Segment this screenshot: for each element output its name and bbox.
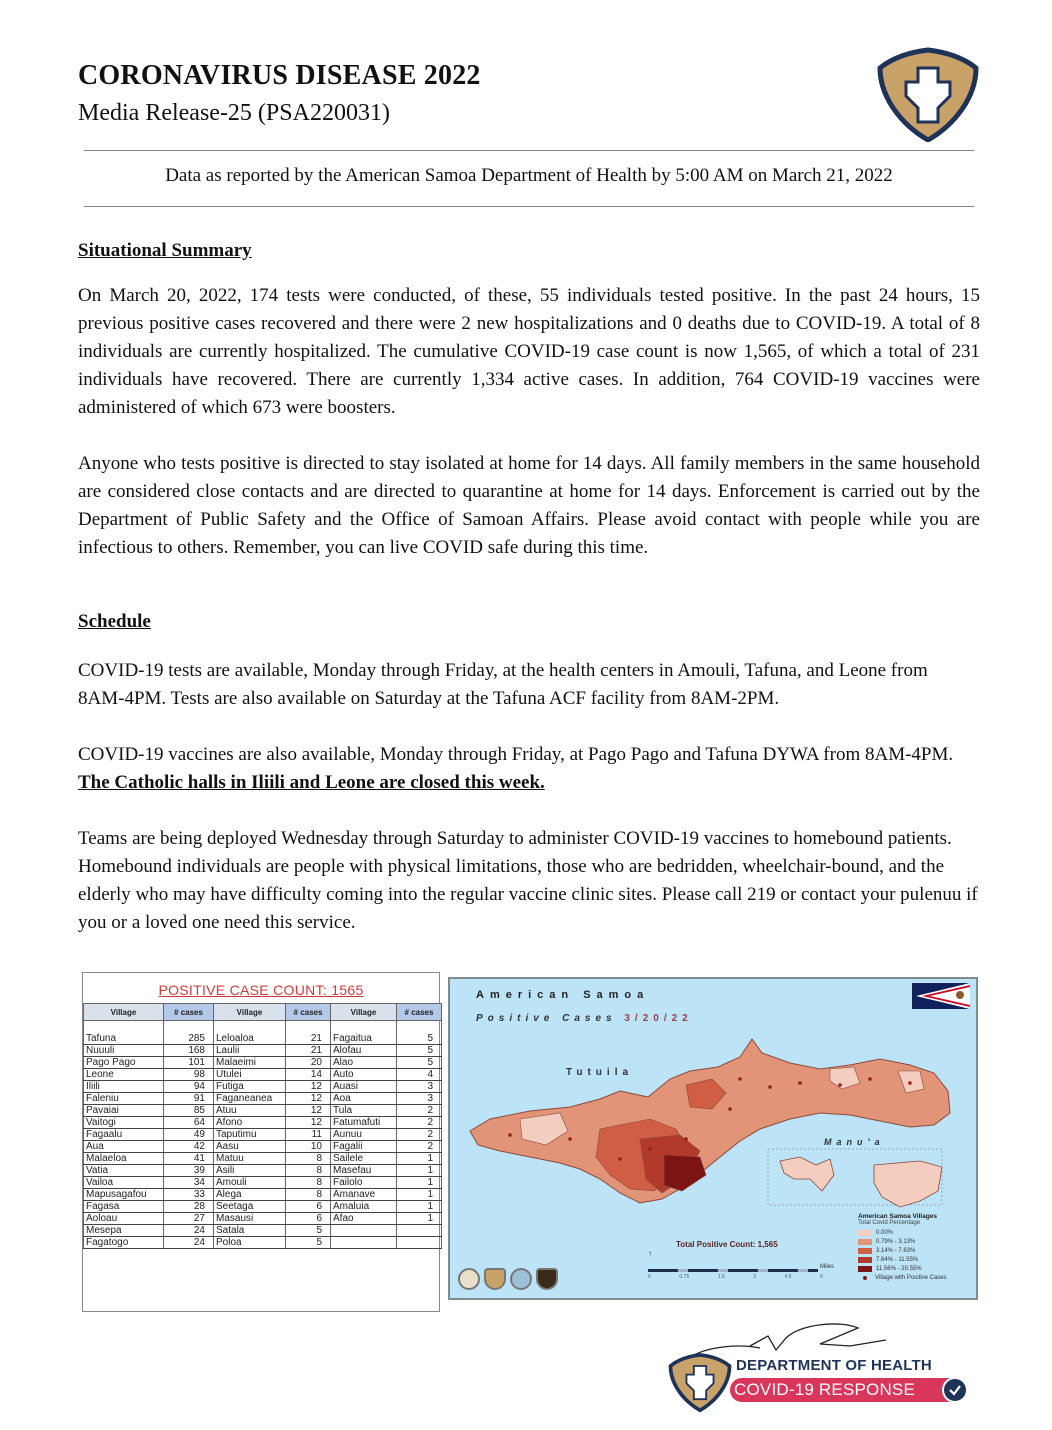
legend-label: 0.79% - 3.13%	[876, 1238, 916, 1245]
case-count-cell: 28	[164, 1200, 214, 1212]
scale-bar	[648, 1269, 818, 1272]
vaccine-schedule-text: COVID-19 vaccines are also available, Monday through Friday, at Pago Pago and Tafuna DYWA from 8AM-4PM.	[78, 744, 954, 765]
village-name-cell	[331, 1236, 397, 1248]
village-name-cell: Matuu	[214, 1152, 286, 1164]
village-name-cell: Amouli	[214, 1176, 286, 1188]
village-name-cell: Vailoa	[84, 1176, 164, 1188]
document-title: CORONAVIRUS DISEASE 2022	[78, 60, 481, 91]
situational-summary-heading: Situational Summary	[78, 240, 252, 261]
village-name-cell: Alega	[214, 1188, 286, 1200]
village-name-cell: Auto	[331, 1068, 397, 1080]
case-count-cell: 14	[286, 1068, 331, 1080]
isolation-paragraph: Anyone who tests positive is directed to stay isolated at home for 14 days. All family members in the same household are considered close contacts and are directed to quarantine at home for 14 days. Enforcement is carried out by the Department of Public Safety and the Office of Samoan Affairs. Please avoid contact with people while you are infectious to others. Remember, you can live COVID safe during this time.	[78, 453, 980, 558]
north-arrow-icon: ↑	[648, 1249, 652, 1258]
village-name-cell: Seetaga	[214, 1200, 286, 1212]
case-count-cell: 27	[164, 1212, 214, 1224]
case-count-cell: 20	[286, 1056, 331, 1068]
scale-tick: 4.5	[784, 1274, 792, 1280]
vaccine-schedule-paragraph	[78, 741, 978, 797]
case-count-cell: 8	[286, 1188, 331, 1200]
homebound-paragraph: Teams are being deployed Wednesday through Saturday to administer COVID-19 vaccines to homebound patients. Homebound individuals are people with physical limitations, those who are bedridden, wheelchair-bound, and the elderly who may have difficulty coming into the regular vaccine clinic sites. Please call 219 or contact your pulenuu if you or a loved one need this service.	[78, 828, 978, 933]
table-row	[84, 1128, 442, 1140]
map-subtitle	[476, 1013, 693, 1024]
legend-label: 3.14% - 7.63%	[876, 1247, 916, 1254]
health-department-seal-icon	[484, 1268, 506, 1290]
testing-schedule-paragraph: COVID-19 tests are available, Monday through Friday, at the health centers in Amouli, Tafuna, and Leone from 8AM-4PM. Tests are also available on Saturday at the Tafuna ACF facility from 8AM-2PM.	[78, 660, 928, 709]
column-header-cases: # cases	[286, 1004, 331, 1021]
table-header-row	[84, 1004, 442, 1021]
table-row	[84, 1056, 442, 1068]
village-name-cell: Fagaitua	[331, 1033, 397, 1045]
case-count-cell: 5	[286, 1224, 331, 1236]
legend-swatch	[858, 1230, 872, 1236]
case-count-cell: 12	[286, 1080, 331, 1092]
village-name-cell: Mapusagafou	[84, 1188, 164, 1200]
legend-item	[858, 1228, 974, 1237]
village-case-table	[83, 1003, 442, 1249]
village-name-cell: Iliili	[84, 1080, 164, 1092]
legend-item	[858, 1264, 974, 1273]
legend-subtitle: Total Covid Percentage	[858, 1220, 921, 1226]
legend-swatch	[858, 1248, 872, 1254]
village-name-cell: Alofau	[331, 1044, 397, 1056]
village-name-cell: Leone	[84, 1068, 164, 1080]
legend-swatch	[858, 1266, 872, 1272]
case-count-cell: 42	[164, 1140, 214, 1152]
case-count-cell: 12	[286, 1116, 331, 1128]
village-name-cell: Satala	[214, 1224, 286, 1236]
legend-item	[858, 1237, 974, 1246]
scale-tick: 0.75	[679, 1274, 690, 1280]
positive-cases-map	[448, 977, 978, 1300]
village-name-cell: Laulii	[214, 1044, 286, 1056]
public-safety-badge-icon	[536, 1268, 558, 1290]
summary-paragraph: On March 20, 2022, 174 tests were conducted, of these, 55 individuals tested positive. In the past 24 hours, 15 previous positive cases recovered and there were 2 new hospitalizations and 0 deaths due to COVID-19. A total of 8 individuals are currently hospitalized. The cumulative COVID-19 case count is now 1,565, of which a total of 231 individuals have recovered. There are currently 1,334 active cases. In addition, 764 COVID-19 vaccines were administered of which 673 were boosters.	[78, 285, 980, 418]
map-legend	[858, 1213, 974, 1282]
table-row	[84, 1092, 442, 1104]
village-name-cell: Futiga	[214, 1080, 286, 1092]
village-name-cell: Masefau	[331, 1164, 397, 1176]
map-subtitle-text: Positive Cases	[476, 1013, 625, 1024]
table-row	[84, 1044, 442, 1056]
village-name-cell: Aoloau	[84, 1212, 164, 1224]
case-count-cell: 85	[164, 1104, 214, 1116]
header-divider-bottom	[84, 206, 974, 207]
case-count-cell: 98	[164, 1068, 214, 1080]
table-spacer-row	[84, 1021, 442, 1033]
village-name-cell: Taputimu	[214, 1128, 286, 1140]
village-name-cell: Faleniu	[84, 1092, 164, 1104]
case-count-cell: 64	[164, 1116, 214, 1128]
table-row	[84, 1176, 442, 1188]
column-header-cases: # cases	[397, 1004, 442, 1021]
case-count-cell	[397, 1224, 442, 1236]
case-count-cell: 1	[397, 1212, 442, 1224]
case-count-cell: 5	[397, 1033, 442, 1045]
case-count-cell: 11	[286, 1128, 331, 1140]
village-name-cell: Malaeloa	[84, 1152, 164, 1164]
legend-label: 11.56% - 20.55%	[876, 1265, 922, 1272]
village-name-cell: Sailele	[331, 1152, 397, 1164]
case-count-cell: 39	[164, 1164, 214, 1176]
village-name-cell: Aunuu	[331, 1128, 397, 1140]
case-count-cell: 168	[164, 1044, 214, 1056]
case-count-cell: 10	[286, 1140, 331, 1152]
village-name-cell: Fagalii	[331, 1140, 397, 1152]
village-dot-icon	[863, 1276, 867, 1280]
case-count-cell	[397, 1236, 442, 1248]
closure-notice: The Catholic halls in Iliili and Leone are closed this week.	[78, 772, 545, 793]
village-name-cell: Masausi	[214, 1212, 286, 1224]
header-divider-top	[84, 150, 974, 151]
case-count-cell: 101	[164, 1056, 214, 1068]
case-count-cell: 8	[286, 1164, 331, 1176]
legend-item	[858, 1246, 974, 1255]
case-count-cell: 1	[397, 1164, 442, 1176]
table-row	[84, 1200, 442, 1212]
document-subtitle: Media Release-25 (PSA220031)	[78, 100, 390, 126]
legend-dot-label: Village with Positive Cases	[875, 1274, 947, 1281]
case-count-cell: 2	[397, 1140, 442, 1152]
agency-seals	[458, 1268, 558, 1290]
case-count-cell: 2	[397, 1116, 442, 1128]
village-name-cell: Auasi	[331, 1080, 397, 1092]
table-row	[84, 1188, 442, 1200]
village-name-cell: Poloa	[214, 1236, 286, 1248]
legend-items	[858, 1228, 974, 1273]
table-row	[84, 1224, 442, 1236]
legend-title: American Samoa Villages	[858, 1213, 938, 1220]
table-row	[84, 1068, 442, 1080]
case-count-cell: 2	[397, 1104, 442, 1116]
case-table-body	[84, 1021, 442, 1249]
table-row	[84, 1152, 442, 1164]
department-shield-logo-footer	[668, 1350, 732, 1414]
table-row	[84, 1212, 442, 1224]
scale-ticks	[648, 1274, 823, 1280]
legend-label: 7.64% - 11.55%	[876, 1256, 919, 1263]
case-count-cell: 285	[164, 1033, 214, 1045]
case-count-cell: 3	[397, 1080, 442, 1092]
village-name-cell: Fagaalu	[84, 1128, 164, 1140]
case-count-cell: 21	[286, 1033, 331, 1045]
village-name-cell: Nuuuli	[84, 1044, 164, 1056]
map-date: 3/20/22	[624, 1013, 693, 1024]
case-count-cell: 49	[164, 1128, 214, 1140]
case-count-cell: 2	[397, 1128, 442, 1140]
village-name-cell: Utulei	[214, 1068, 286, 1080]
village-name-cell: Fatumafuti	[331, 1116, 397, 1128]
case-count-cell: 1	[397, 1188, 442, 1200]
table-row	[84, 1116, 442, 1128]
village-name-cell: Pago Pago	[84, 1056, 164, 1068]
legend-swatch	[858, 1239, 872, 1245]
village-name-cell: Mesepa	[84, 1224, 164, 1236]
american-samoa-flag-icon	[912, 983, 970, 1009]
scale-unit: Miles	[820, 1264, 835, 1270]
case-count-cell: 6	[286, 1212, 331, 1224]
case-count-cell: 4	[397, 1068, 442, 1080]
column-header-cases: # cases	[164, 1004, 214, 1021]
case-count-cell: 34	[164, 1176, 214, 1188]
covid-response-banner: COVID-19 RESPONSE	[730, 1378, 960, 1402]
case-count-cell: 8	[286, 1152, 331, 1164]
case-count-cell: 41	[164, 1152, 214, 1164]
village-name-cell: Vaitogi	[84, 1116, 164, 1128]
scale-tick: 0	[648, 1274, 651, 1280]
village-name-cell	[331, 1224, 397, 1236]
table-row	[84, 1033, 442, 1045]
positive-case-table	[82, 972, 440, 1312]
legend-item-dot	[858, 1273, 974, 1282]
schedule-heading: Schedule	[78, 611, 151, 632]
department-of-health-label: DEPARTMENT OF HEALTH	[736, 1357, 932, 1374]
village-name-cell: Failolo	[331, 1176, 397, 1188]
village-name-cell: Fagasa	[84, 1200, 164, 1212]
case-count-cell: 24	[164, 1236, 214, 1248]
case-count-cell: 3	[397, 1092, 442, 1104]
map-title: American Samoa	[476, 989, 650, 1001]
village-name-cell: Aasu	[214, 1140, 286, 1152]
case-count-cell: 5	[286, 1236, 331, 1248]
village-name-cell: Atuu	[214, 1104, 286, 1116]
case-count-cell: 91	[164, 1092, 214, 1104]
column-header-village: Village	[84, 1004, 164, 1021]
department-shield-logo	[876, 46, 980, 142]
case-count-cell: 12	[286, 1104, 331, 1116]
table-row	[84, 1140, 442, 1152]
case-count-cell: 1	[397, 1152, 442, 1164]
village-name-cell: Fagatogo	[84, 1236, 164, 1248]
village-name-cell: Afono	[214, 1116, 286, 1128]
village-name-cell: Amanave	[331, 1188, 397, 1200]
village-name-cell: Amaluia	[331, 1200, 397, 1212]
village-name-cell: Vatia	[84, 1164, 164, 1176]
column-header-village: Village	[331, 1004, 397, 1021]
case-count-cell: 6	[286, 1200, 331, 1212]
village-name-cell: Malaeimi	[214, 1056, 286, 1068]
scale-tick: 1.5	[717, 1274, 725, 1280]
legend-label: 0.00%	[876, 1229, 894, 1236]
tutuila-label: Tutuila	[566, 1067, 634, 1078]
legend-swatch	[858, 1257, 872, 1263]
case-count-cell: 94	[164, 1080, 214, 1092]
table-row	[84, 1080, 442, 1092]
manua-label: Manu'a	[824, 1137, 885, 1147]
table-row	[84, 1104, 442, 1116]
scale-tick: 6	[820, 1274, 823, 1280]
case-count-cell: 1	[397, 1200, 442, 1212]
case-table-title: POSITIVE CASE COUNT: 1565	[158, 982, 364, 998]
table-row	[84, 1164, 442, 1176]
village-name-cell: Asili	[214, 1164, 286, 1176]
village-name-cell: Alao	[331, 1056, 397, 1068]
case-count-cell: 12	[286, 1092, 331, 1104]
village-name-cell: Faganeanea	[214, 1092, 286, 1104]
village-name-cell: Afao	[331, 1212, 397, 1224]
case-count-cell: 5	[397, 1044, 442, 1056]
case-count-cell: 33	[164, 1188, 214, 1200]
case-count-cell: 1	[397, 1176, 442, 1188]
report-line: Data as reported by the American Samoa Department of Health by 5:00 AM on March 21, 2022	[165, 165, 893, 186]
table-row	[84, 1236, 442, 1248]
checkmark-icon	[942, 1377, 968, 1403]
village-name-cell: Tafuna	[84, 1033, 164, 1045]
village-name-cell: Aoa	[331, 1092, 397, 1104]
village-name-cell: Aua	[84, 1140, 164, 1152]
scale-tick: 3	[753, 1274, 757, 1280]
agency-seal-icon	[510, 1268, 532, 1290]
case-count-cell: 24	[164, 1224, 214, 1236]
case-count-cell: 8	[286, 1176, 331, 1188]
total-positive-count: Total Positive Count: 1,565	[676, 1240, 778, 1249]
village-name-cell: Tula	[331, 1104, 397, 1116]
village-name-cell: Pavaiai	[84, 1104, 164, 1116]
legend-item	[858, 1255, 974, 1264]
case-count-cell: 21	[286, 1044, 331, 1056]
village-name-cell: Leloaloa	[214, 1033, 286, 1045]
case-count-cell: 5	[397, 1056, 442, 1068]
government-seal-icon	[458, 1268, 480, 1290]
column-header-village: Village	[214, 1004, 286, 1021]
